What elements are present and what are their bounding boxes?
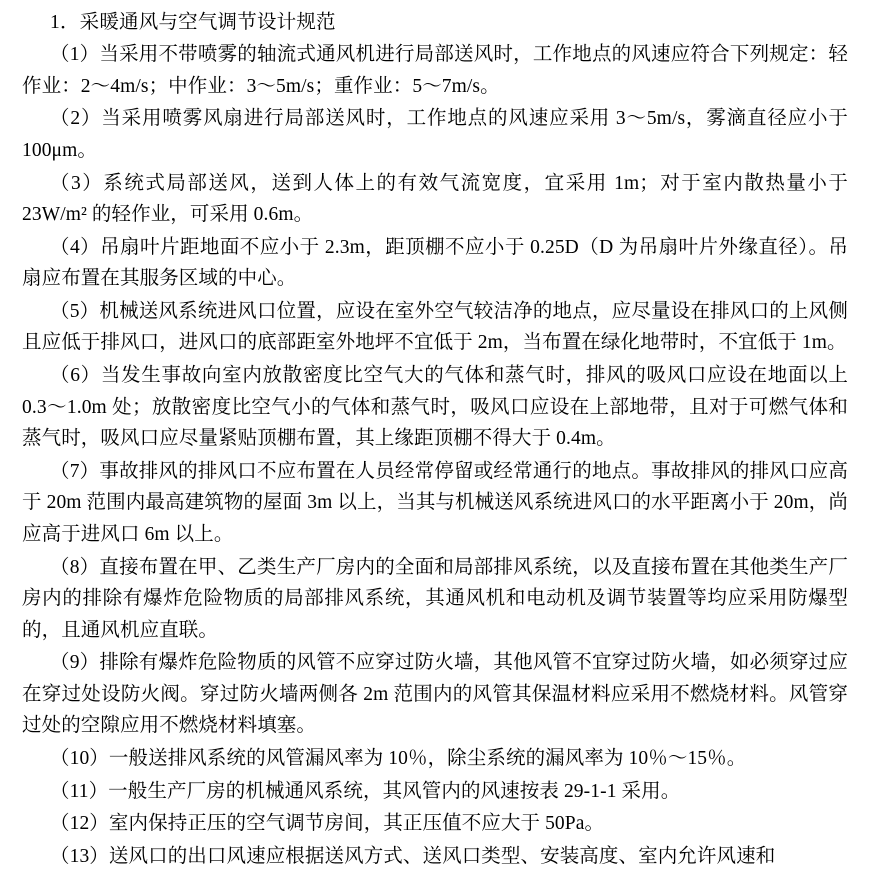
- paragraph-item-9: （9）排除有爆炸危险物质的风管不应穿过防火墙，其他风管不宜穿过防火墙，如必须穿过应在穿过处设防火阀。穿过防火墙两侧各 2m 范围内的风管其保温材料应采用不燃烧材料。风管穿过处的空隙应用不燃烧材料填塞。: [22, 652, 848, 737]
- paragraph-item-6: （6）当发生事故向室内放散密度比空气大的气体和蒸气时，排风的吸风口应设在地面以上 0.3～1.0m 处；放散密度比空气小的气体和蒸气时，吸风口应设在上部地带，且对于可燃气体和蒸气时，吸风口应尽量紧贴顶棚布置，其上缘距顶棚不得大于 0.4m。: [22, 365, 848, 450]
- paragraph-item-1: （1）当采用不带喷雾的轴流式通风机进行局部送风时，工作地点的风速应符合下列规定：轻作业：2～4m/s；中作业：3～5m/s；重作业：5～7m/s。: [22, 44, 848, 97]
- paragraph-item-12: （12）室内保持正压的空气调节房间，其正压值不应大于 50Pa。: [50, 813, 605, 835]
- paragraph-item-3: （3）系统式局部送风，送到人体上的有效气流宽度，宜采用 1m；对于室内散热量小于 23W/m² 的轻作业，可采用 0.6m。: [22, 172, 848, 226]
- paragraph-item-2: （2）当采用喷雾风扇进行局部送风时，工作地点的风速应采用 3～5m/s，雾滴直径应小于 100μm。: [22, 108, 848, 161]
- paragraph-item-5: （5）机械送风系统进风口位置，应设在室外空气较洁净的地点，应尽量设在排风口的上风侧且应低于排风口，进风口的底部距室外地坪不宜低于 2m，当布置在绿化地带时，不宜低于 1m。: [22, 300, 848, 354]
- paragraph-item-10: （10）一般送排风系统的风管漏风率为 10％，除尘系统的漏风率为 10％～15％。: [50, 747, 747, 769]
- document-body: [22, 39, 848, 872]
- paragraph-item-4: （4）吊扇叶片距地面不应小于 2.3m，距顶棚不应小于 0.25D（D 为吊扇叶片外缘直径）。吊扇应布置在其服务区域的中心。: [22, 236, 848, 290]
- section-heading: 1．采暖通风与空气调节设计规范: [50, 12, 336, 33]
- paragraph-item-7: （7）事故排风的排风口不应布置在人员经常停留或经常通行的地点。事故排风的排风口应高于 20m 范围内最高建筑物的屋面 3m 以上，当其与机械送风系统进风口的水平距离小于 20m，尚应高于进风口 6m 以上。: [22, 460, 848, 545]
- paragraph-item-8: （8）直接布置在甲、乙类生产厂房内的全面和局部排风系统，以及直接布置在其他类生产厂房内的排除有爆炸危险物质的局部排风系统，其通风机和电动机及调节装置等均应采用防爆型的，且通风机应直联。: [22, 556, 848, 641]
- paragraph-item-13: （13）送风口的出口风速应根据送风方式、送风口类型、安装高度、室内允许风速和: [50, 845, 776, 867]
- paragraph-item-11: （11）一般生产厂房的机械通风系统，其风管内的风速按表 29-1-1 采用。: [50, 780, 681, 802]
